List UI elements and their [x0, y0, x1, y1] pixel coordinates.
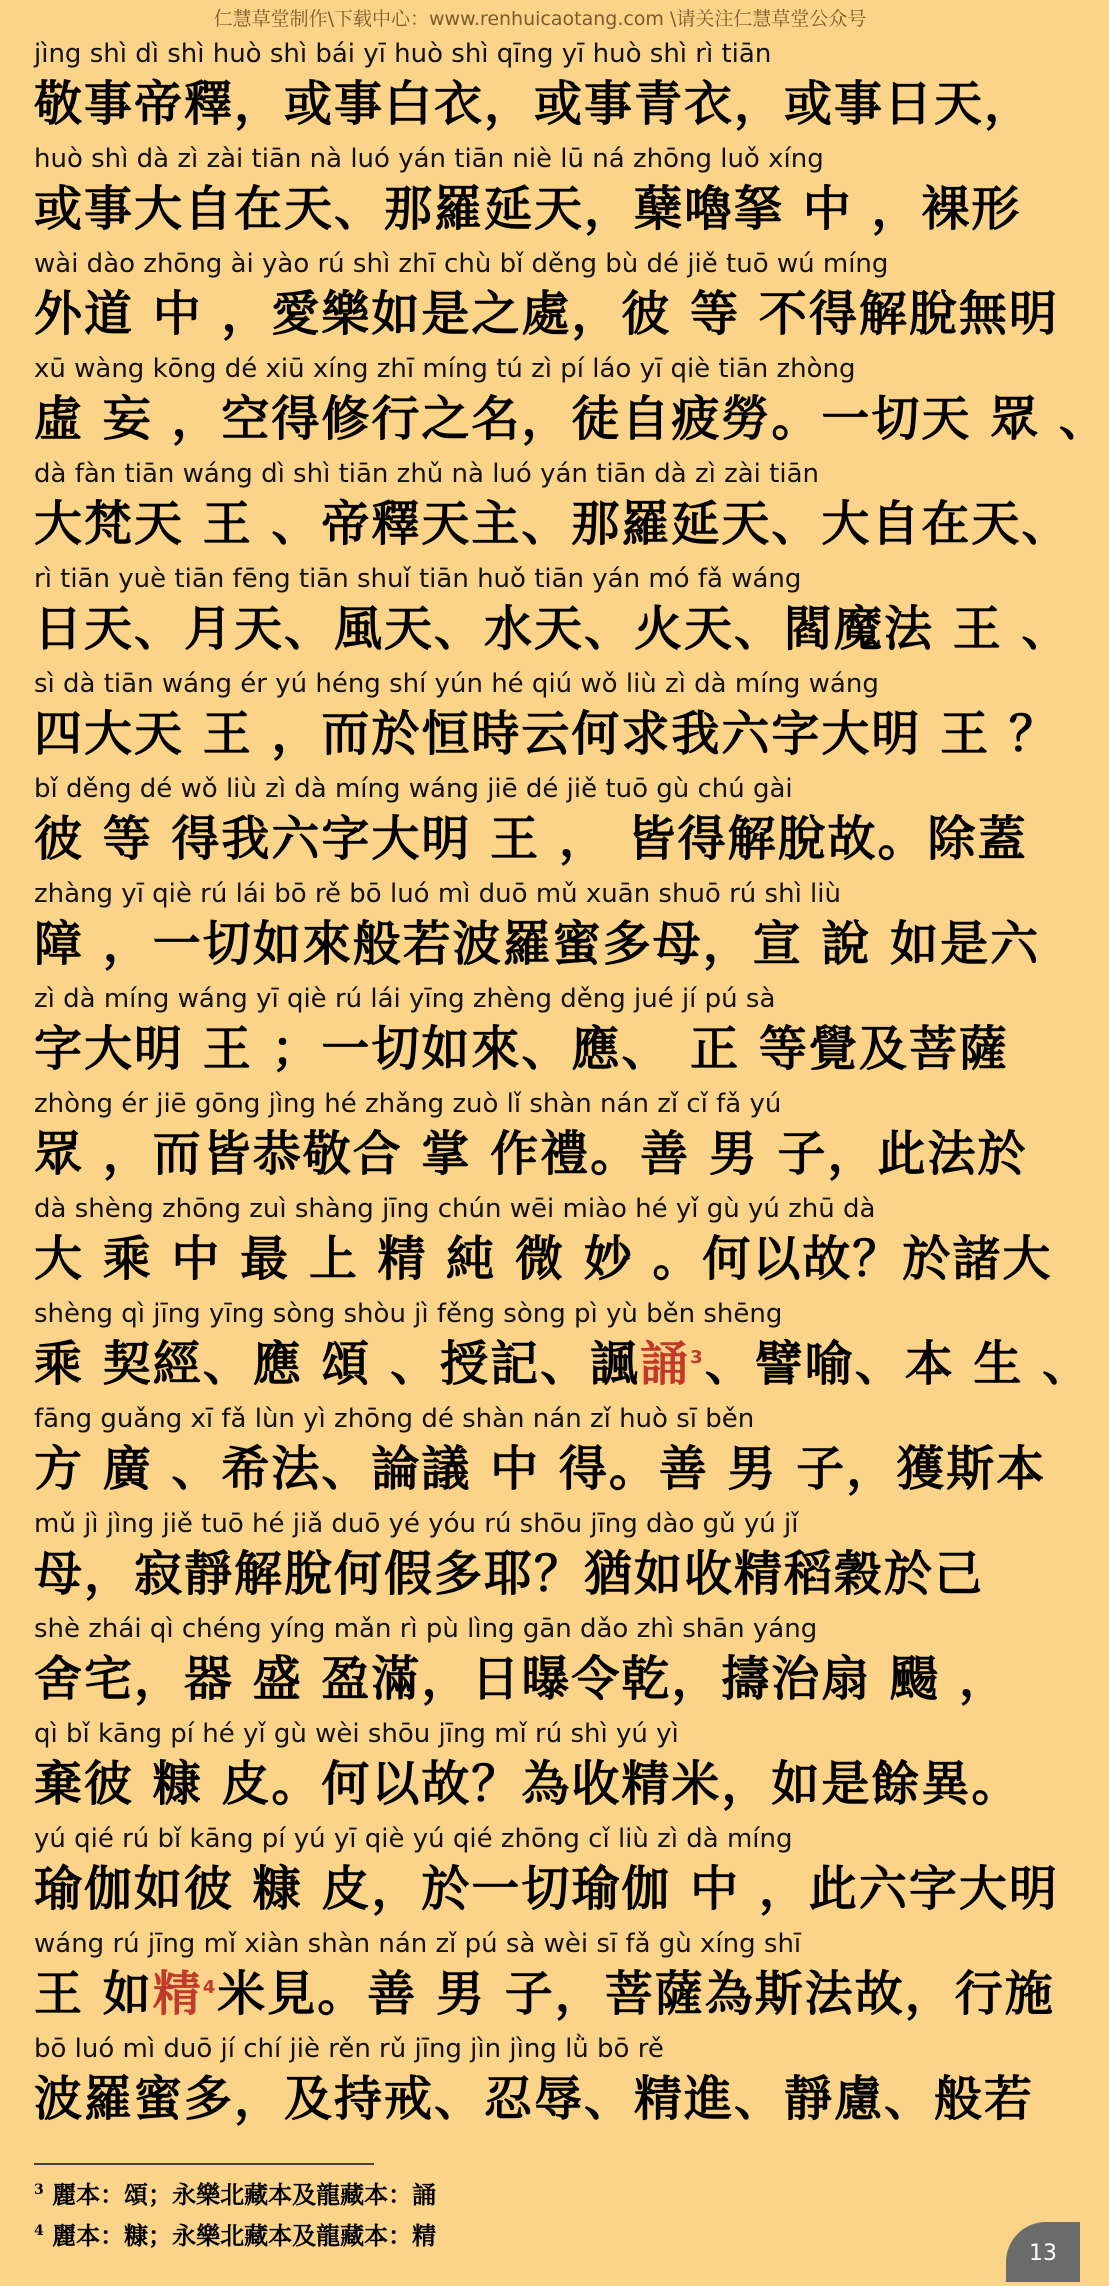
text-line [34, 876, 1046, 981]
footnote [34, 2213, 436, 2254]
text-line [34, 141, 1046, 246]
text-line [34, 36, 1046, 141]
pinyin-line: zhòng ér jiē gōng jìng hé zhǎng zuò lǐ shàn nán zǐ cǐ fǎ yú [34, 1089, 782, 1119]
footnote-number: 3 [34, 2182, 44, 2198]
text-line [34, 561, 1072, 666]
hanzi-segment: 、譬喻、本 生 、 [704, 1336, 1093, 1392]
pinyin-line: yú qié rú bǐ kāng pí yú yī qiè yú qié zhōng cǐ liù zì dà míng [34, 1824, 793, 1854]
hanzi-line: 波羅蜜多，及持戒、忍辱、精進、靜慮、般若 [34, 2071, 1035, 2127]
hanzi-line: 障 ，一切如來般若波羅蜜多母，宣 說 如是六 [34, 916, 1041, 972]
hanzi-line: 字大明 王 ；一切如來、應、 正 等覺及菩薩 [34, 1021, 1009, 1077]
pinyin-line: sì dà tiān wáng ér yú héng shí yún hé qiú wǒ liù zì dà míng wáng [34, 669, 879, 699]
text-line [34, 351, 1109, 456]
footnote-text: 麗本：糠；永樂北藏本及龍藏本：精 [52, 2221, 437, 2250]
text-line [34, 1296, 1093, 1401]
hanzi-line: 大梵天 王 、帝釋天主、那羅延天、大自在天、 [34, 496, 1072, 552]
text-line [34, 666, 1059, 771]
hanzi-line: 外道 中 ，愛樂如是之處，彼 等 不得解脫無明 [34, 286, 1059, 342]
hanzi-segment: 米見。善 男 子，菩薩為斯法故，行施 [217, 1966, 1055, 2022]
page-number-badge: 13 [1006, 2222, 1080, 2282]
hanzi-segment: 乘 契經、應 頌 、授記、諷 [34, 1336, 641, 1392]
page-header: 仁慧草堂制作\下载中心：www.renhuicaotang.com \请关注仁慧草堂公众号 [213, 8, 867, 30]
pinyin-line: qì bǐ kāng pí hé yǐ gù wèi shōu jīng mǐ rú shì yú yì [34, 1719, 679, 1749]
text-body [34, 36, 1109, 2136]
hanzi-line [34, 1962, 1055, 2026]
pinyin-line: bō luó mì duō jí chí jiè rěn rǔ jīng jìn jìng lǜ bō rě [34, 2034, 664, 2064]
pinyin-line: zì dà míng wáng yī qiè rú lái yīng zhèng děng jué jí pú sà [34, 984, 776, 1014]
hanzi-line: 大 乘 中 最 上 精 純 微 妙 。何以故？於諸大 [34, 1231, 1053, 1287]
hanzi-line: 眾 ，而皆恭敬合 掌 作禮。善 男 子，此法於 [34, 1126, 1028, 1182]
text-line [34, 246, 1059, 351]
hanzi-line: 日天、月天、風天、水天、火天、閻魔法 王 、 [34, 601, 1072, 657]
hanzi-line: 四大天 王 ，而於恒時云何求我六字大明 王 ？ [34, 706, 1059, 762]
text-line [34, 1506, 1046, 1611]
pinyin-line: dà fàn tiān wáng dì shì tiān zhǔ nà luó yán tiān dà zì zài tiān [34, 459, 819, 489]
text-line [34, 1401, 1046, 1506]
pinyin-line: bǐ děng dé wǒ liù zì dà míng wáng jiē dé jiě tuō gù chú gài [34, 774, 793, 804]
text-line [34, 1926, 1055, 2031]
footnote-reference[interactable]: 3 [690, 1347, 705, 1368]
hanzi-line: 瑜伽如彼 糠 皮，於一切瑜伽 中 ，此六字大明 [34, 1861, 1059, 1917]
pinyin-line: shèng qì jīng yīng sòng shòu jì fěng sòng pì yù běn shēng [34, 1299, 783, 1329]
hanzi-line [34, 1332, 1093, 1396]
pinyin-line: fāng guǎng xī fǎ lùn yì zhōng dé shàn nán zǐ huò sī běn [34, 1404, 755, 1434]
variant-character: 精 [152, 1966, 203, 2022]
footnote-number: 4 [34, 2223, 44, 2239]
text-line [34, 981, 1046, 1086]
pinyin-line: huò shì dà zì zài tiān nà luó yán tiān niè lū ná zhōng luǒ xíng [34, 144, 824, 174]
footnote-reference[interactable]: 4 [202, 1977, 218, 1998]
pinyin-line: zhàng yī qiè rú lái bō rě bō luó mì duō mǔ xuān shuō rú shì liù [34, 879, 841, 909]
hanzi-line: 棄彼 糠 皮。何以故？為收精米，如是餘異。 [34, 1756, 1022, 1812]
text-line [34, 1191, 1053, 1296]
hanzi-line: 彼 等 得我六字大明 王 ， 皆得解脫故。除蓋 [34, 811, 1028, 867]
hanzi-segment: 王 如 [34, 1966, 153, 2022]
text-line [34, 456, 1072, 561]
text-line [34, 2031, 1046, 2136]
text-line [34, 1821, 1059, 1926]
pinyin-line: wài dào zhōng ài yào rú shì zhī chù bǐ děng bù dé jiě tuō wú míng [34, 249, 889, 279]
text-line [34, 771, 1046, 876]
pinyin-line: wáng rú jīng mǐ xiàn shàn nán zǐ pú sà wèi sī fǎ gù xíng shī [34, 1929, 802, 1959]
footnote [34, 2172, 436, 2213]
pinyin-line: xū wàng kōng dé xiū xíng zhī míng tú zì pí láo yī qiè tiān zhòng [34, 354, 856, 384]
text-line [34, 1086, 1046, 1191]
hanzi-line: 敬事帝釋，或事白衣，或事青衣，或事日天， [34, 76, 1035, 132]
pinyin-line: rì tiān yuè tiān fēng tiān shuǐ tiān huǒ tiān yán mó fǎ wáng [34, 564, 802, 594]
pinyin-line: dà shèng zhōng zuì shàng jīng chún wēi miào hé yǐ gù yú zhū dà [34, 1194, 876, 1224]
footnote-text: 麗本：頌；永樂北藏本及龍藏本：誦 [52, 2180, 437, 2209]
hanzi-line: 舍宅，器 盛 盈滿，日曝令乾，擣治扇 颺 ， [34, 1651, 1009, 1707]
pinyin-line: jìng shì dì shì huò shì bái yī huò shì qīng yī huò shì rì tiān [34, 39, 772, 69]
text-line [34, 1716, 1046, 1821]
hanzi-line: 虛 妄 ，空得修行之名，徒自疲勞。一切天 眾 、 [34, 391, 1109, 447]
variant-character: 誦 [640, 1336, 691, 1392]
hanzi-line: 或事大自在天、那羅延天，蘖嚕拏 中 ，裸形 [34, 181, 1022, 237]
pinyin-line: mǔ jì jìng jiě tuō hé jiǎ duō yé yóu rú shōu jīng dào gǔ yú jǐ [34, 1509, 799, 1539]
hanzi-line: 方 廣 、希法、論議 中 得。善 男 子，獲斯本 [34, 1441, 1047, 1497]
text-line [34, 1611, 1046, 1716]
hanzi-line: 母，寂靜解脫何假多耶？猶如收精稻穀於己 [34, 1546, 985, 1602]
pinyin-line: shè zhái qì chéng yíng mǎn rì pù lìng gān dǎo zhì shān yáng [34, 1614, 818, 1644]
footnote-divider [34, 2163, 374, 2165]
footnotes [34, 2172, 436, 2254]
